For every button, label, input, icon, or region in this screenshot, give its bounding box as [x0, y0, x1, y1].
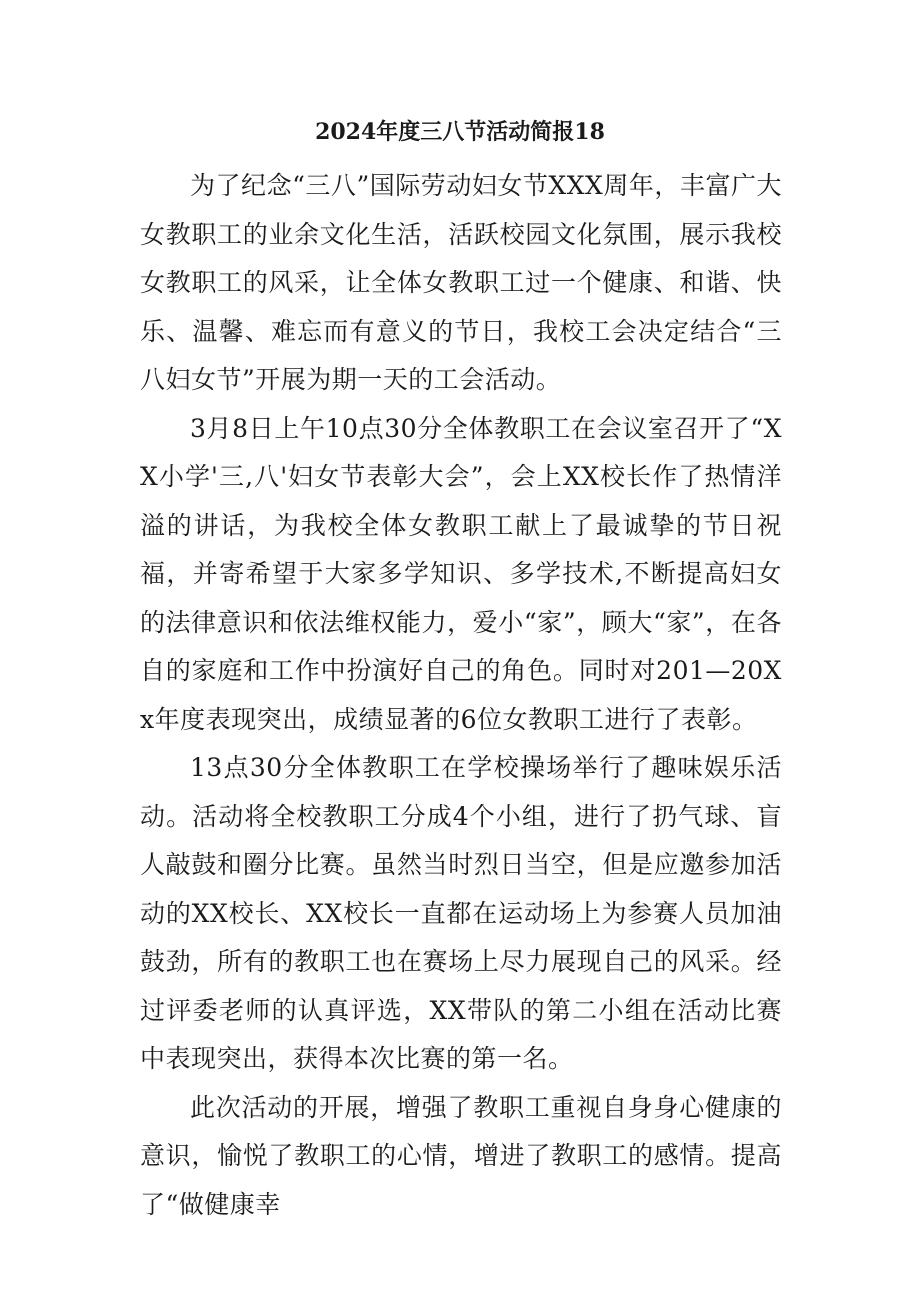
document-title: 2024年度三八节活动简报18: [315, 119, 605, 145]
paragraph-summary: 此次活动的开展，增强了教职工重视自身身心健康的意识，愉悦了教职工的心情，增进了教职工的感情。提高了“做健康幸: [140, 1092, 782, 1219]
paragraph-activities: 13点30分全体教职工在学校操场举行了趣味娱乐活动。活动将全校教职工分成4个小组，进行了扔气球、盲人敲鼓和圈分比赛。虽然当时烈日当空，但是应邀参加活动的XX校长、XX校长一直都在运动场上为参赛人员加油鼓劲，所有的教职工也在赛场上尽力展现自己的风采。经过评委老师的认真评选，XX带队的第二小组在活动比赛中表现突出，获得本次比赛的第一名。: [140, 753, 782, 1073]
paragraph-intro: 为了纪念“三八”国际劳动妇女节XXX周年，丰富广大女教职工的业余文化生活，活跃校园文化氛围，展示我校女教职工的风采，让全体女教职工过一个健康、和谐、快乐、温馨、难忘而有意义的节日，我校工会决定结合“三八妇女节”开展为期一天的工会活动。: [140, 171, 782, 394]
paragraph-meeting: 3月8日上午10点30分全体教职工在会议室召开了“XX小学'三,八'妇女节表彰大会”，会上XX校长作了热情洋溢的讲话，为我校全体女教职工献上了最诚挚的节日祝福，并寄希望于大家多学知识、多学技术,不断提高妇女的法律意识和依法维权能力，爱小“家”，顾大“家”，在各自的家庭和工作中扮演好自己的角色。同时对201—20Xx年度表现突出，成绩显著的6位女教职工进行了表彰。: [140, 413, 782, 734]
document-body: [140, 162, 782, 1229]
